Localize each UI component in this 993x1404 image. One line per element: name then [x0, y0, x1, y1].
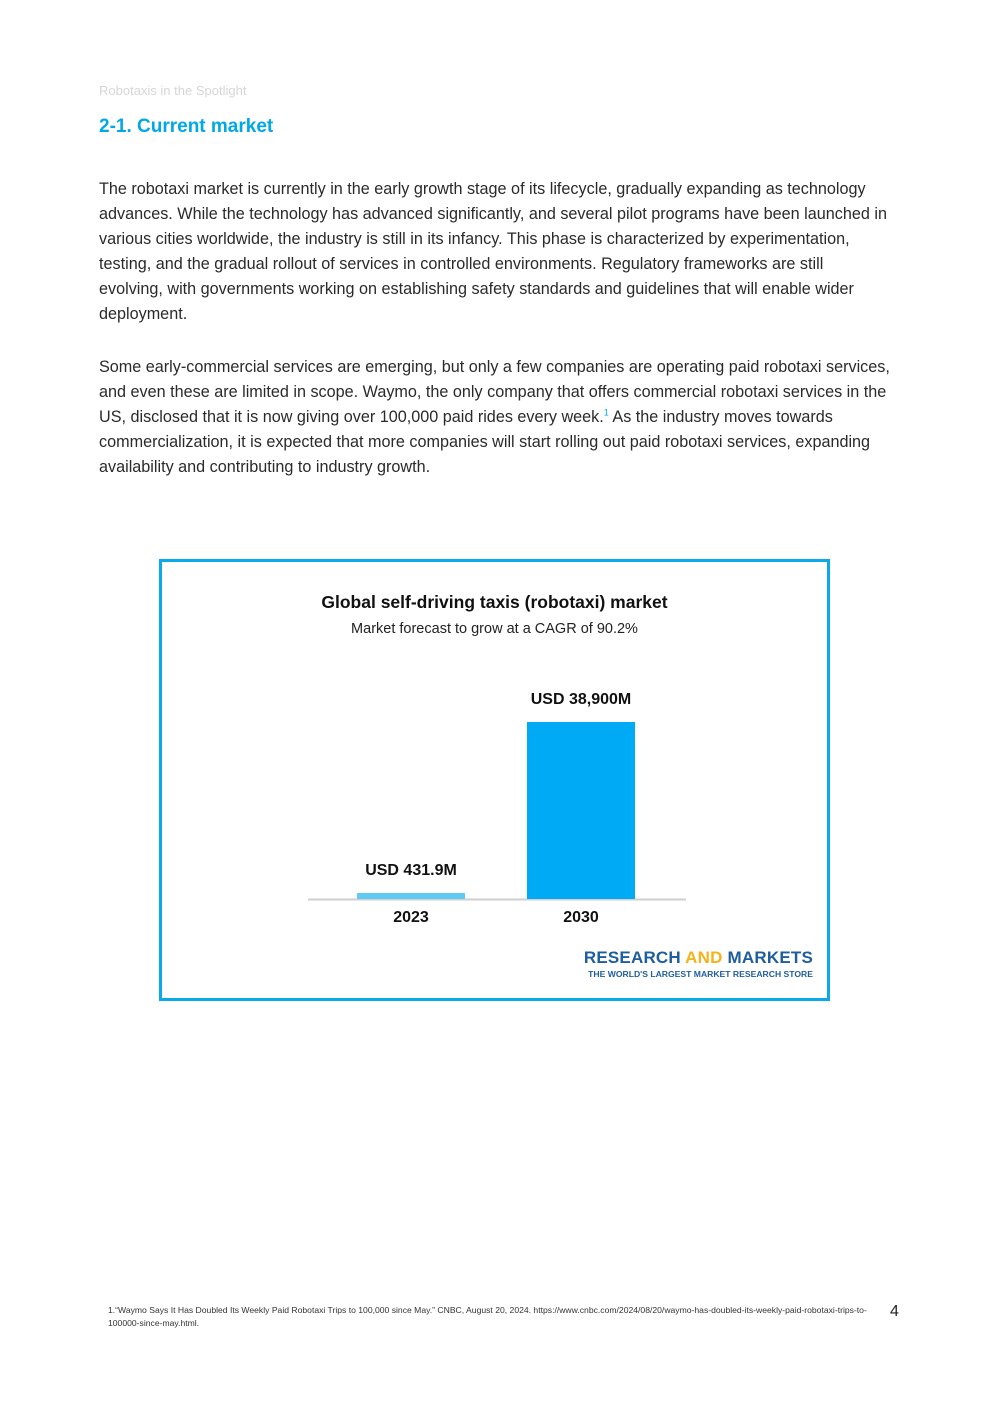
paragraph-2 — [99, 355, 891, 480]
footnote-reference[interactable]: 1 — [603, 407, 609, 418]
tick-label-2023: 2023 — [393, 909, 429, 926]
footnote-number: 1. — [108, 1305, 116, 1315]
chart-figure — [159, 559, 830, 1001]
bar-chart — [162, 562, 827, 998]
running-header: Robotaxis in the Spotlight — [99, 83, 247, 98]
footnote — [108, 1304, 868, 1330]
logo-word-research: RESEARCH — [583, 948, 686, 967]
page-number: 4 — [890, 1303, 899, 1320]
logo-word-markets: MARKETS — [722, 948, 813, 967]
tick-label-2030: 2030 — [563, 909, 599, 926]
bar-2030 — [527, 722, 635, 899]
paragraph-1: The robotaxi market is currently in the early growth stage of its lifecycle, gradually expanding as technology advances. While the technology has advanced significantly, and several pilot programs have been launched in various cities worldwide, the industry is still in its infancy. This phase is characterized by experimentation, testing, and the gradual rollout of services in controlled environments. Regulatory frameworks are still evolving, with governments working on establishing safety standards and guidelines that will enable wider deployment. — [99, 180, 887, 323]
bar-2023 — [357, 893, 465, 899]
chart-subtitle: Market forecast to grow at a CAGR of 90.2% — [351, 621, 638, 637]
data-label-2030: USD 38,900M — [530, 691, 632, 708]
logo-word-and: AND — [685, 948, 723, 967]
chart-title: Global self-driving taxis (robotaxi) market — [321, 592, 668, 612]
paragraph-2-text-a: Some early-commercial services are emerging, but only a few companies are operating paid robotaxi services, and even these are limited in scope. Waymo, the only company that offers commercial robotaxi services in the US, disclosed that it is now giving over 100,000 paid rides every week. — [99, 358, 890, 426]
logo-tagline: THE WORLD'S LARGEST MARKET RESEARCH STORE — [588, 969, 813, 979]
data-label-2023: USD 431.9M — [365, 862, 457, 879]
research-and-markets-logo — [584, 948, 813, 979]
section-title: 2-1. Current market — [99, 116, 274, 137]
logo-wordmark — [584, 948, 813, 968]
footnote-text: “Waymo Says It Has Doubled Its Weekly Paid Robotaxi Trips to 100,000 since May.” CNBC, August 20, 2024. https://www.cnbc.com/2024/08/20/waymo-has-doubled-its-weekly-paid-robotaxi-trips-to-100000-since-may.html. — [108, 1305, 867, 1328]
paragraph-2-text-b: As the industry moves towards commercialization, it is expected that more companies will start rolling out paid robotaxi services, expanding availability and contributing to industry growth. — [99, 408, 871, 476]
